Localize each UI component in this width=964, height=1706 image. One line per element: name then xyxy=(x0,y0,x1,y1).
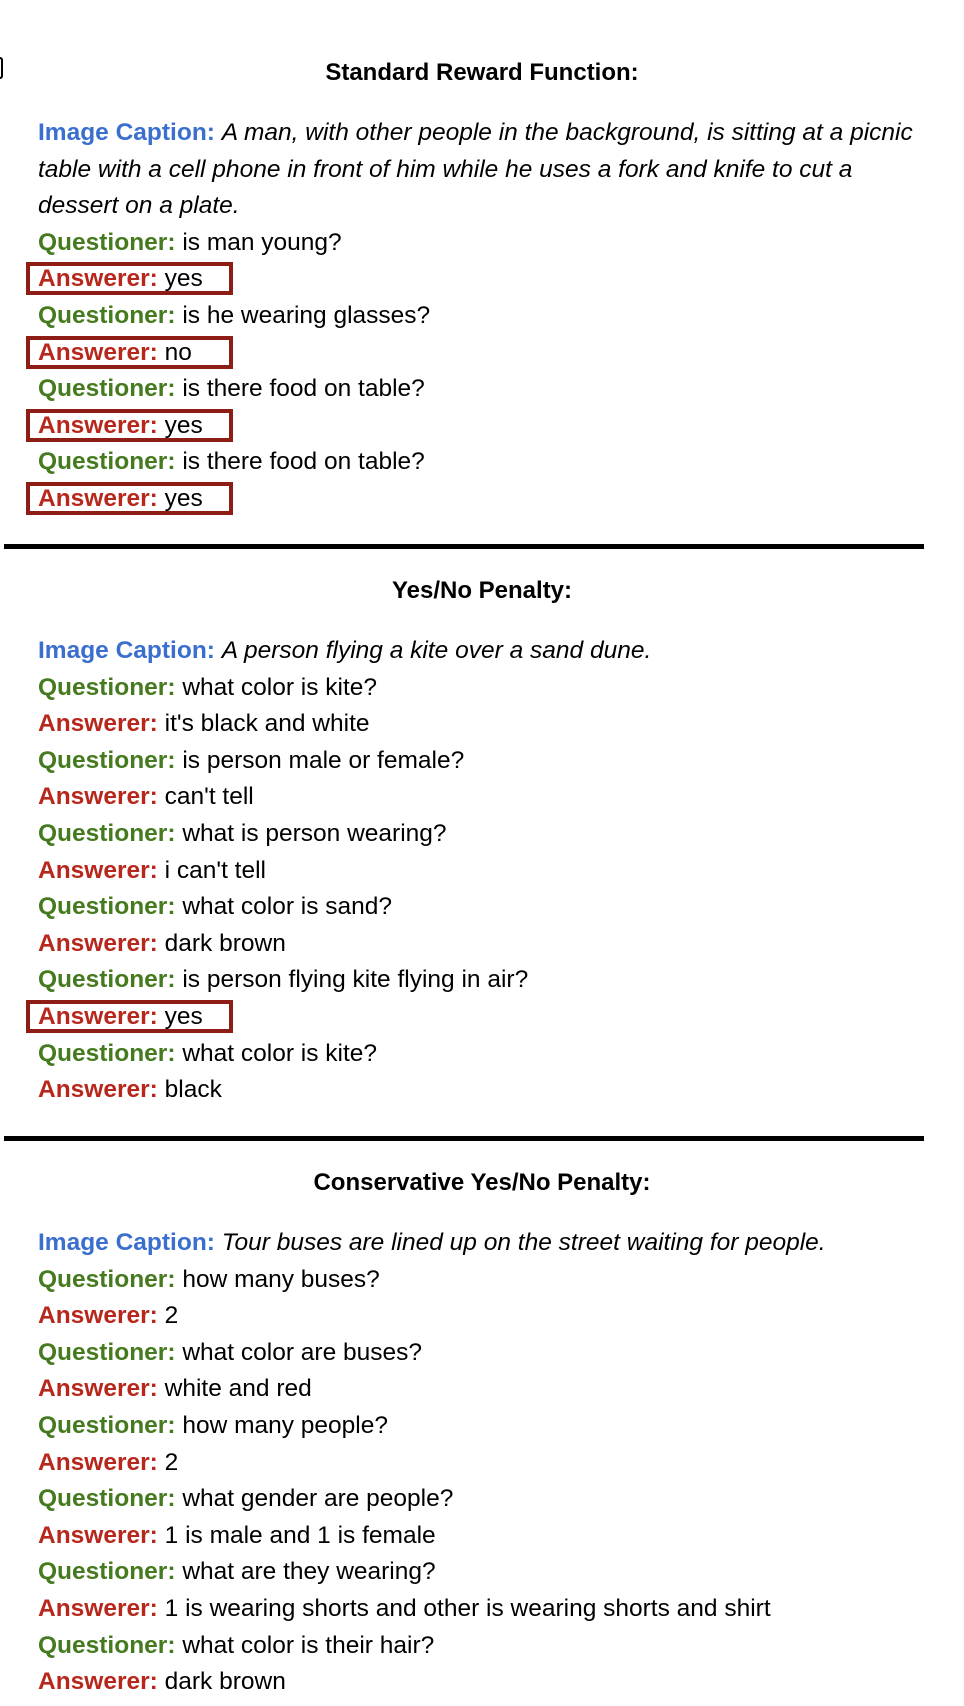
question-text: how many people? xyxy=(182,1411,388,1439)
caption-text: Tour buses are lined up on the street waiting for people. xyxy=(221,1229,826,1256)
answerer-label: Answerer: xyxy=(38,1076,158,1104)
answerer-label: Answerer: xyxy=(38,929,158,957)
answerer-label: Answerer: xyxy=(38,1375,158,1403)
questioner-label: Questioner: xyxy=(38,1265,176,1293)
questioner-label: Questioner: xyxy=(38,893,176,921)
dialog-lines xyxy=(38,670,918,1109)
answerer-line xyxy=(38,1518,918,1555)
answer-text: yes xyxy=(164,484,203,512)
dialog-block xyxy=(38,1225,918,1701)
questioner-line xyxy=(38,816,918,853)
question-text: what color is sand? xyxy=(182,893,393,921)
caption-label: Image Caption: xyxy=(38,1229,215,1256)
section-title: Yes/No Penalty: xyxy=(391,577,573,604)
answer-text: yes xyxy=(164,265,203,293)
section-divider xyxy=(4,1136,924,1141)
questioner-label: Questioner: xyxy=(38,1631,176,1659)
answer-text: dark brown xyxy=(164,929,286,957)
highlight-box xyxy=(26,262,233,295)
dialog-lines xyxy=(38,1262,918,1701)
caption-label: Image Caption: xyxy=(38,119,215,146)
answer-text: it's black and white xyxy=(164,710,370,738)
answerer-line xyxy=(38,853,918,890)
answer-text: white and red xyxy=(164,1375,312,1403)
answer-text: yes xyxy=(164,411,203,439)
answerer-line xyxy=(38,1371,918,1408)
question-text: is there food on table? xyxy=(182,448,425,476)
questioner-line xyxy=(38,1262,918,1299)
image-caption xyxy=(38,115,918,225)
answer-text: 1 is male and 1 is female xyxy=(164,1521,436,1549)
questioner-line xyxy=(38,225,918,262)
answerer-label: Answerer: xyxy=(38,484,158,512)
answerer-label: Answerer: xyxy=(38,411,158,439)
question-text: what color is their hair? xyxy=(182,1631,435,1659)
questioner-line xyxy=(38,298,918,335)
questioner-label: Questioner: xyxy=(38,301,176,329)
questioner-line xyxy=(38,371,918,408)
questioner-label: Questioner: xyxy=(38,1039,176,1067)
answerer-line xyxy=(38,481,918,518)
questioner-line xyxy=(38,743,918,780)
answer-text: can't tell xyxy=(164,783,254,811)
answerer-line xyxy=(38,926,918,963)
answerer-label: Answerer: xyxy=(38,1594,158,1622)
dialog-block xyxy=(38,115,918,518)
image-caption xyxy=(38,633,918,670)
answerer-label: Answerer: xyxy=(38,710,158,738)
answerer-line xyxy=(38,261,918,298)
questioner-label: Questioner: xyxy=(38,673,176,701)
caption-text: A man, with other people in the background, is sitting at a picnic table with a cell phone in front of him while he uses a fork and knife to cut a dessert on a plate. xyxy=(38,119,913,220)
answer-text: 2 xyxy=(164,1448,179,1476)
answerer-line xyxy=(38,335,918,372)
questioner-label: Questioner: xyxy=(38,1558,176,1586)
questioner-line xyxy=(38,962,918,999)
questioner-label: Questioner: xyxy=(38,966,176,994)
answer-text: 1 is wearing shorts and other is wearing shorts and shirt xyxy=(164,1594,771,1622)
question-text: is person flying kite flying in air? xyxy=(182,966,529,994)
answerer-label: Answerer: xyxy=(38,1521,158,1549)
answerer-line xyxy=(38,779,918,816)
answerer-line xyxy=(38,1298,918,1335)
answerer-line xyxy=(38,706,918,743)
section-divider xyxy=(4,544,924,549)
answer-text: black xyxy=(164,1076,222,1104)
questioner-label: Questioner: xyxy=(38,1338,176,1366)
questioner-label: Questioner: xyxy=(38,819,176,847)
answerer-line xyxy=(38,1664,918,1701)
caption-text: A person flying a kite over a sand dune. xyxy=(221,637,652,664)
answerer-label: Answerer: xyxy=(38,1448,158,1476)
question-text: is he wearing glasses? xyxy=(182,301,431,329)
answerer-line xyxy=(38,1591,918,1628)
answerer-line xyxy=(38,408,918,445)
section-title: Standard Reward Function: xyxy=(325,59,639,86)
answerer-label: Answerer: xyxy=(38,1668,158,1696)
caption-label: Image Caption: xyxy=(38,637,215,664)
answerer-line xyxy=(38,999,918,1036)
answer-text: 2 xyxy=(164,1302,179,1330)
dialog-block xyxy=(38,633,918,1109)
dialog-lines xyxy=(38,225,918,518)
question-text: is there food on table? xyxy=(182,375,425,403)
question-text: what are they wearing? xyxy=(182,1558,436,1586)
question-text: what color is kite? xyxy=(182,673,378,701)
questioner-label: Questioner: xyxy=(38,746,176,774)
questioner-line xyxy=(38,1481,918,1518)
answerer-line xyxy=(38,1445,918,1482)
questioner-line xyxy=(38,444,918,481)
questioner-label: Questioner: xyxy=(38,448,176,476)
questioner-line xyxy=(38,670,918,707)
answerer-label: Answerer: xyxy=(38,1302,158,1330)
questioner-label: Questioner: xyxy=(38,1411,176,1439)
questioner-line xyxy=(38,1628,918,1665)
question-text: what color are buses? xyxy=(182,1338,423,1366)
highlight-box xyxy=(26,1000,233,1033)
questioner-line xyxy=(38,889,918,926)
question-text: what gender are people? xyxy=(182,1485,454,1513)
answerer-line xyxy=(38,1072,918,1109)
answer-text: no xyxy=(164,338,192,366)
questioner-label: Questioner: xyxy=(38,375,176,403)
highlight-box xyxy=(26,409,233,442)
highlight-box xyxy=(26,336,233,369)
answerer-label: Answerer: xyxy=(38,783,158,811)
answer-text: dark brown xyxy=(164,1668,286,1696)
questioner-line xyxy=(38,1335,918,1372)
section-title: Conservative Yes/No Penalty: xyxy=(313,1169,651,1196)
answer-text: yes xyxy=(164,1002,203,1030)
answerer-label: Answerer: xyxy=(38,1002,158,1030)
question-text: is person male or female? xyxy=(182,746,465,774)
questioner-line xyxy=(38,1408,918,1445)
question-text: what color is kite? xyxy=(182,1039,378,1067)
answerer-label: Answerer: xyxy=(38,265,158,293)
answerer-label: Answerer: xyxy=(38,338,158,366)
questioner-line xyxy=(38,1036,918,1073)
question-text: how many buses? xyxy=(182,1265,380,1293)
question-text: is man young? xyxy=(182,228,342,256)
questioner-line xyxy=(38,1554,918,1591)
questioner-label: Questioner: xyxy=(38,228,176,256)
image-caption xyxy=(38,1225,918,1262)
question-text: what is person wearing? xyxy=(182,819,447,847)
highlight-box xyxy=(26,482,233,515)
answerer-label: Answerer: xyxy=(38,856,158,884)
questioner-label: Questioner: xyxy=(38,1485,176,1513)
answer-text: i can't tell xyxy=(164,856,267,884)
